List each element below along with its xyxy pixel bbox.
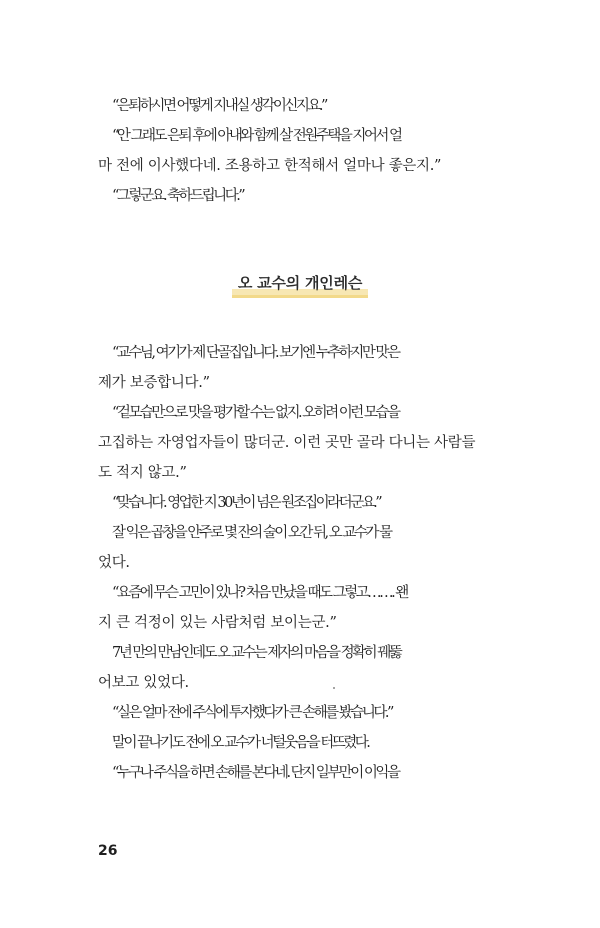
- dialogue-paragraph: [98, 91, 502, 121]
- speck: [333, 687, 335, 689]
- text-line: 고집하는 자영업자들이 많더군. 이런 곳만 골라 다니는 사람들: [98, 435, 476, 451]
- text-line: 7년 만의 만남인데도 오 교수는 제자의 마음을 정확히 꿰뚫: [112, 645, 401, 661]
- text-line: “요즘에 무슨 고민이 있나? 처음 만났을 때도 그렇고……. 왠: [112, 585, 407, 601]
- text-line: “안 그래도 은퇴 후에 아내와 함께 살 전원주택을 지어서 얼: [112, 128, 401, 144]
- section-title-text: 오 교수의 개인레슨: [232, 272, 368, 298]
- text-line: “실은 얼마 전에 주식에 투자했다가 큰 손해를 봤습니다.”: [112, 705, 392, 721]
- body-paragraph: [98, 398, 502, 488]
- text-line: “은퇴하시면 어떻게 지내실 생각이신지요.”: [112, 98, 326, 114]
- body-paragraph: [98, 728, 502, 758]
- text-line: 도 적지 않고.”: [98, 465, 187, 481]
- text-line: “교수님, 여기가 제 단골집입니다. 보기엔 누추하지만 맛은: [112, 345, 399, 361]
- section-title: [0, 272, 600, 298]
- body-paragraph: [98, 518, 502, 578]
- text-line: 었다.: [98, 555, 130, 571]
- text-line: 마 전에 이사했다네. 조용하고 한적해서 얼마나 좋은지.”: [98, 158, 442, 174]
- page-number: 26: [98, 843, 118, 859]
- body-paragraph: [98, 758, 502, 788]
- body-paragraph: [98, 338, 502, 398]
- body-paragraph: [98, 488, 502, 518]
- text-line: “겉모습만으로 맛을 평가할 수는 없지. 오히려 이런 모습을: [112, 405, 399, 421]
- text-line: “맞습니다. 영업한 지 30년이 넘은 원조집이라더군요.”: [112, 495, 381, 511]
- text-line: 제가 보증합니다.”: [98, 375, 210, 391]
- text-line: 어보고 있었다.: [98, 675, 189, 691]
- body-paragraph: [98, 578, 502, 638]
- text-line: 잘 익은 곱창을 안주로 몇 잔의 술이 오간 뒤, 오 교수가 물: [112, 525, 391, 541]
- text-line: 말이 끝나기도 전에 오 교수가 너털웃음을 터뜨렸다.: [112, 735, 369, 751]
- text-line: “그렇군요. 축하드립니다.”: [112, 188, 244, 204]
- dialogue-paragraph: [98, 121, 502, 181]
- text-line: 지 큰 걱정이 있는 사람처럼 보이는군.”: [98, 615, 337, 631]
- dialogue-paragraph: [98, 181, 502, 211]
- body-paragraph: [98, 638, 502, 698]
- body-paragraph: [98, 698, 502, 728]
- text-line: “누구나 주식을 하면 손해를 본다네. 단지 일부만이 이익을: [112, 765, 399, 781]
